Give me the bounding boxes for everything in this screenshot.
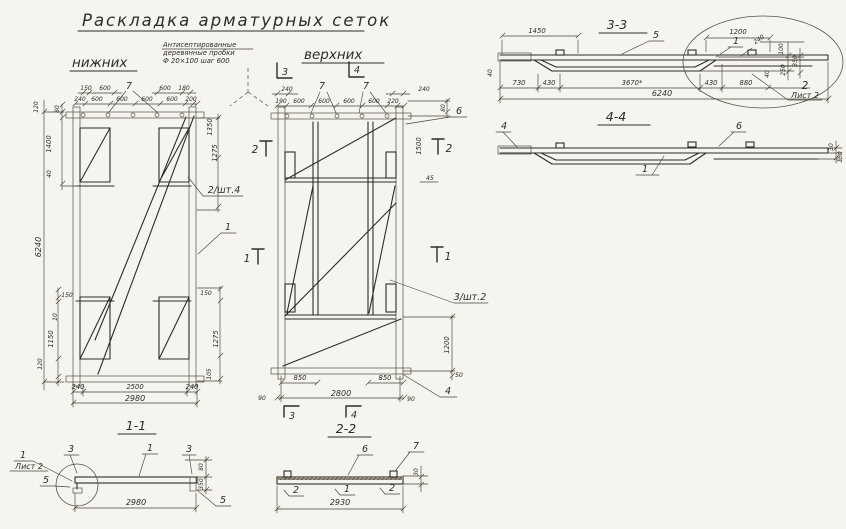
dim: 240 — [281, 86, 293, 93]
dim: 430 — [704, 79, 718, 87]
section-mark-1-right: 1 — [444, 251, 452, 263]
section-title: 3-3 — [606, 17, 628, 32]
callout-4: 4 — [500, 121, 508, 132]
dim: 2800 — [330, 389, 352, 398]
note-line1: Антисептированные — [163, 41, 237, 49]
note-line3: Ф 20×100 шаг 600 — [163, 57, 230, 65]
section-mark-4-top: 4 — [353, 65, 361, 76]
dim: 600 — [99, 85, 111, 92]
dim: 30 — [828, 143, 835, 151]
dim: 1275 — [212, 330, 220, 348]
section-mark-3-bottom: 3 — [288, 411, 296, 422]
dim: 1450 — [528, 27, 546, 35]
callout-6: 6 — [361, 444, 369, 455]
callout-1-sheet: Лист 2 — [15, 462, 43, 471]
mesh-bar-hatch — [277, 477, 403, 480]
section-title: 2-2 — [335, 421, 357, 436]
dim: 80 — [198, 463, 205, 471]
dim: 200 — [185, 96, 197, 103]
dim: 105 — [206, 368, 213, 380]
dim: 30 — [413, 468, 420, 476]
note-line2: деревянные пробки — [163, 49, 235, 57]
dim-total-length: 6240 — [651, 89, 673, 98]
plug-callout: 7 — [318, 81, 326, 92]
section-mark-3-top: 3 — [281, 67, 289, 78]
section-title: 1-1 — [125, 418, 147, 433]
section-title: 4-4 — [605, 109, 627, 124]
plug-callout: 7 — [125, 81, 133, 92]
callout-3: 3 — [185, 444, 193, 455]
dim: 240 — [71, 383, 85, 391]
dim: 850 — [293, 374, 307, 382]
dim-total-width: 2980 — [124, 394, 146, 403]
dim: 190 — [275, 98, 287, 105]
dim: 250 — [780, 64, 787, 76]
callout-1: 1 — [146, 443, 154, 454]
callout-6: 6 — [735, 121, 743, 132]
dim: 80 — [440, 104, 447, 112]
dim: 600 — [368, 98, 380, 105]
callout-6: 6 — [455, 106, 463, 117]
dim: 40 — [487, 69, 494, 77]
callout-5: 5 — [42, 475, 50, 486]
dim: 430 — [542, 79, 556, 87]
section-mark-2-left: 2 — [251, 144, 259, 156]
section-mark-4-bottom: 4 — [350, 410, 358, 421]
mesh2-callout: 2/шт.4 — [207, 185, 241, 196]
dim: 730 — [512, 79, 526, 87]
dim: 40 — [764, 70, 771, 78]
dim: 240 — [418, 86, 430, 93]
callout-3: 3/шт.2 — [453, 292, 487, 303]
dim: 40 — [46, 170, 53, 178]
section-mark-1-left: 1 — [243, 253, 251, 265]
dim: 240 — [185, 383, 199, 391]
dim: 180 — [178, 85, 190, 92]
dim: 150 — [200, 290, 212, 297]
dim: 150 — [80, 85, 92, 92]
drawing-title: Раскладка арматурных сеток — [82, 11, 392, 30]
dim-overall-height: 6240 — [34, 236, 43, 258]
callout-1: 1 — [732, 36, 740, 47]
dim: 600 — [318, 98, 330, 105]
callout-1: 1 — [19, 450, 27, 461]
dim: 600 — [116, 96, 128, 103]
dim: 100 — [778, 43, 785, 55]
dim: 850 — [378, 374, 392, 382]
dim: 10 — [52, 313, 59, 321]
callout-3: 3 — [67, 444, 75, 455]
item-label: 2 — [292, 485, 300, 496]
dim: 1150 — [47, 330, 55, 348]
dim: 1200 — [729, 28, 747, 36]
dim: 80 — [54, 105, 61, 113]
dim: 1500 — [415, 137, 423, 155]
dim-total: 2980 — [125, 498, 147, 507]
callout-2-sheet: Лист 2 — [791, 91, 819, 100]
dim-total: 2930 — [329, 498, 351, 507]
mesh1-callout: 1 — [224, 222, 232, 233]
callout-5: 5 — [652, 30, 660, 41]
subtitle-upper: верхних — [304, 47, 363, 63]
dim: 600 — [159, 85, 171, 92]
dim: 120 — [37, 358, 44, 370]
dim: 240 — [752, 33, 766, 46]
callout-4: 4 — [444, 386, 452, 397]
dim: 1200 — [443, 336, 451, 354]
d im: 600 — [293, 98, 305, 105]
plug-callout: 7 — [362, 81, 370, 92]
dim: 600 — [343, 98, 355, 105]
dim: 150 — [837, 151, 844, 163]
callout-1: 1 — [641, 164, 649, 175]
dim: 1275 — [211, 144, 219, 162]
dim: 3670* — [621, 79, 643, 87]
dim: 120 — [33, 101, 40, 113]
dim: 90 — [258, 395, 266, 402]
callout-2: 2 — [801, 80, 809, 92]
dim: 220 — [387, 98, 399, 105]
dim: 600 — [91, 96, 103, 103]
subtitle-lower: нижних — [72, 55, 128, 71]
dim: 45 — [426, 175, 434, 182]
callout-7: 7 — [412, 441, 420, 452]
dim: 600 — [141, 96, 153, 103]
dim: 350 — [198, 478, 205, 490]
dim: 150 — [61, 292, 73, 299]
dim: 600 — [166, 96, 178, 103]
dim: 90 — [407, 396, 415, 403]
item-label: 1 — [343, 484, 351, 495]
dim: 2500 — [126, 383, 144, 391]
dim: 350 — [792, 55, 799, 67]
section-mark-2-right: 2 — [445, 143, 453, 155]
dim: 1400 — [45, 135, 53, 153]
callout-5: 5 — [219, 495, 227, 506]
dim: 880 — [739, 79, 753, 87]
dim: 1350 — [206, 118, 214, 136]
dim: 240 — [74, 96, 86, 103]
item-label: 2 — [388, 483, 396, 494]
dim: 50 — [455, 372, 463, 379]
